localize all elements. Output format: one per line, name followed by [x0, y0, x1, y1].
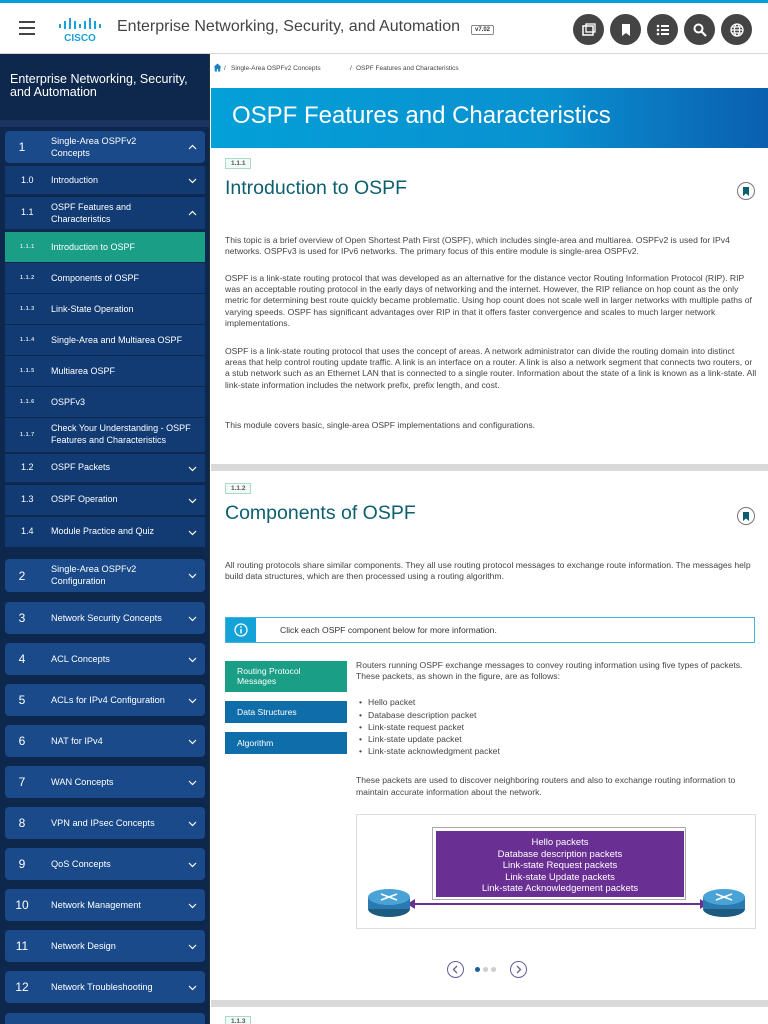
module-label: NAT for IPv4: [51, 736, 103, 746]
breadcrumb-topic[interactable]: OSPF Features and Characteristics: [356, 65, 459, 72]
bookmark-button[interactable]: [610, 14, 641, 45]
chevron-down-icon[interactable]: [188, 528, 197, 537]
section-number-tag: 1.1.3: [225, 1016, 251, 1024]
topic-number: 1.0: [21, 175, 34, 185]
sidebar-module-1[interactable]: [5, 131, 205, 163]
section-number-tag: 1.1.2: [225, 483, 251, 494]
top-header: [0, 0, 768, 54]
module-number: 3: [18, 611, 26, 625]
figure-line: Link-state Request packets: [502, 860, 618, 872]
topic-label: OSPF Packets: [51, 462, 111, 472]
topic-label: Module Practice and Quiz: [51, 526, 155, 536]
sidebar-module-7[interactable]: [5, 766, 205, 798]
paragraph: OSPF is a link-state routing protocol that uses the concept of areas. A network administrator can divide the routing domain into distinct areas that help control routing update traffic. A link is an interface on a router. A link is also a network segment that connects two routers, or a stub network such as an Ethernet LAN that is connected to a single router. Information about the state of a link is known as a link-state. All link-state information includes the network prefix, prefix length, and cost.: [225, 346, 757, 390]
chevron-down-icon[interactable]: [188, 696, 197, 705]
chevron-down-icon[interactable]: [188, 901, 197, 910]
module-label: Network Management: [51, 900, 141, 910]
bookmark-icon: [742, 512, 750, 521]
section-number-tag: 1.1.1: [225, 158, 251, 169]
module-label: Network Security Concepts: [51, 613, 162, 623]
sidebar-module-5[interactable]: [5, 684, 205, 716]
module-label: Network Design: [51, 941, 116, 951]
tab-data-structures[interactable]: [225, 701, 347, 723]
sidebar-page-1-1-4[interactable]: [5, 325, 205, 355]
home-icon[interactable]: [213, 63, 222, 72]
carousel-dot[interactable]: [483, 967, 488, 972]
page-number: 1.1.6: [20, 399, 35, 405]
bookmark-toggle[interactable]: [737, 507, 755, 525]
carousel-prev-button[interactable]: [447, 961, 464, 978]
list-icon: [655, 22, 671, 38]
bookmark-toggle[interactable]: [737, 182, 755, 200]
sidebar-topic-1-3[interactable]: [5, 485, 205, 515]
topic-label: OSPF Features and Characteristics: [51, 202, 132, 224]
tab-label: Algorithm: [237, 738, 274, 748]
topic-label: Introduction: [51, 175, 99, 185]
module-number: 1: [18, 140, 26, 154]
search-icon: [692, 22, 708, 38]
version-badge: v7.02: [471, 25, 494, 35]
page-label: OSPFv3: [51, 397, 86, 407]
breadcrumb-separator: /: [350, 65, 352, 72]
sidebar-page-1-1-6[interactable]: [5, 387, 205, 417]
list-item: • Database description packet: [368, 709, 756, 721]
cisco-logo: [57, 17, 105, 45]
page-number: 1.1.7: [20, 432, 35, 438]
packet-types-box: [436, 831, 684, 897]
module-label: VPN and IPsec Concepts: [51, 818, 155, 828]
sidebar-topic-1-2[interactable]: [5, 454, 205, 482]
sidebar-divider: [0, 120, 210, 127]
sidebar-module-4[interactable]: [5, 643, 205, 675]
sidebar-module-6[interactable]: [5, 725, 205, 757]
carousel-dot[interactable]: [475, 967, 480, 972]
page-label: Single-Area and Multiarea OSPF: [51, 335, 183, 345]
module-number: 12: [15, 980, 29, 994]
chevron-up-icon[interactable]: [188, 143, 197, 152]
info-text: Click each OSPF component below for more information.: [280, 625, 497, 635]
topic-banner: [211, 88, 768, 148]
list-item: • Link-state update packet: [368, 733, 756, 745]
module-number: 10: [15, 898, 29, 912]
chevron-down-icon[interactable]: [188, 737, 197, 746]
chevron-right-icon: [511, 962, 526, 977]
sidebar-page-1-1-7[interactable]: [5, 418, 205, 452]
svg-text:CISCO: CISCO: [64, 33, 96, 44]
topic-number: 1.2: [21, 462, 34, 472]
module-label: Single-Area OSPFv2 Configuration: [51, 564, 137, 586]
page-label: Link-State Operation: [51, 304, 134, 314]
sidebar-module-11[interactable]: [5, 930, 205, 962]
window-icon: [581, 22, 597, 38]
page-number: 1.1.2: [20, 275, 35, 281]
sidebar-module-2[interactable]: [5, 559, 205, 592]
module-number: 9: [18, 857, 26, 871]
page-title: OSPF Features and Characteristics: [232, 102, 611, 129]
search-button[interactable]: [684, 14, 715, 45]
module-number: 5: [18, 693, 26, 707]
paragraph: This topic is a brief overview of Open Shortest Path First (OSPF), which includes single-area and multiarea. OSPFv2 is used for IPv4 networks. OSPFv3 is used for IPv6 networks. The primary focus of this entire module is single-area OSPFv2.: [225, 235, 730, 257]
tab-intro: Routers running OSPF exchange messages to convey routing information using five types of packets. These packets, as shown in the figure, are as follows:: [356, 660, 743, 682]
course-title: Enterprise Networking, Security, and Automation: [10, 72, 188, 99]
tab-panel: [356, 660, 756, 757]
breadcrumb-module[interactable]: Single-Area OSPFv2 Concepts: [231, 65, 321, 72]
page-number: 1.1.1: [20, 244, 35, 250]
module-number: 8: [18, 816, 26, 830]
chevron-down-icon[interactable]: [188, 819, 197, 828]
page-label: Introduction to OSPF: [51, 242, 136, 252]
packet-list: [368, 696, 756, 757]
module-number: 2: [18, 569, 26, 583]
sidebar-module-12[interactable]: [5, 971, 205, 1003]
paragraph: This module covers basic, single-area OSPF implementations and configurations.: [225, 420, 536, 430]
list-item: • Link-state request packet: [368, 721, 756, 733]
tab-label: Routing Protocol Messages: [237, 666, 301, 686]
module-label: ACLs for IPv4 Configuration: [51, 695, 165, 705]
globe-icon: [729, 22, 745, 38]
sidebar-topic-1-4[interactable]: [5, 517, 205, 547]
figure-line: Hello packets: [531, 837, 589, 848]
chevron-up-icon[interactable]: [188, 209, 197, 218]
list-button[interactable]: [647, 14, 678, 45]
module-number: 7: [18, 775, 26, 789]
page-number: 1.1.5: [20, 368, 35, 374]
sidebar-page-1-1-5[interactable]: [5, 356, 205, 386]
chevron-down-icon[interactable]: [188, 655, 197, 664]
sidebar-module-10[interactable]: [5, 889, 205, 921]
figure-line: Database description packets: [497, 848, 623, 860]
info-icon-box: [226, 618, 256, 642]
topic-number: 1.1: [21, 207, 34, 217]
sidebar-module-3[interactable]: [5, 602, 205, 634]
section-title: Introduction to OSPF: [225, 177, 408, 199]
breadcrumb-separator: /: [224, 65, 226, 72]
chevron-down-icon[interactable]: [188, 571, 197, 580]
app-title: Enterprise Networking, Security, and Automation: [117, 18, 460, 35]
page-number: 1.1.3: [20, 306, 35, 312]
module-number: 11: [15, 939, 29, 953]
sidebar-page-1-1-3[interactable]: [5, 294, 205, 324]
list-item: • Link-state acknowledgment packet: [368, 745, 756, 757]
topic-label: OSPF Operation: [51, 494, 118, 504]
info-icon: [234, 623, 248, 637]
figure-panel: [432, 827, 686, 900]
chevron-down-icon[interactable]: [188, 464, 197, 473]
module-number: 6: [18, 734, 26, 748]
figure-carousel: [447, 959, 527, 979]
topic-number: 1.4: [21, 526, 34, 536]
bookmark-icon: [742, 187, 750, 196]
tab-label: Data Structures: [237, 707, 297, 717]
sidebar-module-13[interactable]: [5, 1013, 205, 1024]
section-divider: [211, 1000, 768, 1007]
chevron-down-icon[interactable]: [188, 983, 197, 992]
section-divider: [211, 464, 768, 471]
language-button[interactable]: [721, 14, 752, 45]
tab-algorithm[interactable]: [225, 732, 347, 754]
module-label: Network Troubleshooting: [51, 982, 153, 992]
router-icon: [367, 887, 411, 919]
sidebar-module-8[interactable]: [5, 807, 205, 839]
figure-line: Link-state Acknowledgement packets: [481, 883, 639, 895]
carousel-dot[interactable]: [491, 967, 496, 972]
sidebar-topic-1-0[interactable]: [5, 166, 205, 194]
chevron-down-icon[interactable]: [188, 942, 197, 951]
window-button[interactable]: [573, 14, 604, 45]
sidebar-page-1-1-2[interactable]: [5, 263, 205, 293]
chevron-down-icon[interactable]: [188, 778, 197, 787]
page-label: Check Your Understanding - OSPF Features and Characteristics: [51, 423, 191, 445]
carousel-next-button[interactable]: [510, 961, 527, 978]
topic-number: 1.3: [21, 494, 34, 504]
tab-routing-protocol-messages[interactable]: [225, 661, 347, 692]
sidebar-page-1-1-1[interactable]: [5, 232, 205, 262]
module-label: Single-Area OSPFv2 Concepts: [51, 136, 137, 158]
chevron-down-icon[interactable]: [188, 860, 197, 869]
chevron-down-icon[interactable]: [188, 176, 197, 185]
module-label: QoS Concepts: [51, 859, 111, 869]
hamburger-menu-icon[interactable]: [19, 21, 35, 35]
sidebar-module-9[interactable]: [5, 848, 205, 880]
sidebar-topic-1-1[interactable]: [5, 197, 205, 229]
chevron-down-icon[interactable]: [188, 496, 197, 505]
paragraph: OSPF is a link-state routing protocol that was developed as an alternative for the distance vector Routing Information Protocol (RIP). RIP was an acceptable routing protocol in the early days of networking and the internet. However, the RIP reliance on hop count as the only metric for determining best route quickly became problematic. Using hop count does not scale well in larger networks with multiple paths of varying speeds. OSPF has significant advantages over RIP in that it offers faster convergence and scales to much larger network implementations.: [225, 273, 752, 328]
chevron-down-icon[interactable]: [188, 614, 197, 623]
page-number: 1.1.4: [20, 337, 35, 343]
list-item: • Hello packet: [368, 696, 756, 708]
figure-line: Link-state Update packets: [505, 871, 615, 883]
exchange-arrow: [409, 903, 706, 905]
module-number: 4: [18, 652, 26, 666]
page-label: Components of OSPF: [51, 273, 140, 283]
main-content: [211, 54, 768, 1024]
page-label: Multiarea OSPF: [51, 366, 116, 376]
tab-footer: These packets are used to discover neighboring routers and also to exchange routing information to maintain accurate information about the network.: [356, 775, 736, 797]
course-sidebar: [0, 54, 210, 1024]
info-callout: [225, 617, 755, 643]
router-icon: [702, 887, 746, 919]
module-label: ACL Concepts: [51, 654, 110, 664]
bookmark-icon: [618, 22, 634, 38]
chevron-left-icon: [448, 962, 463, 977]
section-title: Components of OSPF: [225, 502, 416, 524]
paragraph: All routing protocols share similar components. They all use routing protocol messages to exchange route information. The messages help build data structures, which are then processed using a routing algorithm.: [225, 560, 751, 582]
module-label: WAN Concepts: [51, 777, 114, 787]
ospf-packets-figure: [356, 814, 756, 929]
